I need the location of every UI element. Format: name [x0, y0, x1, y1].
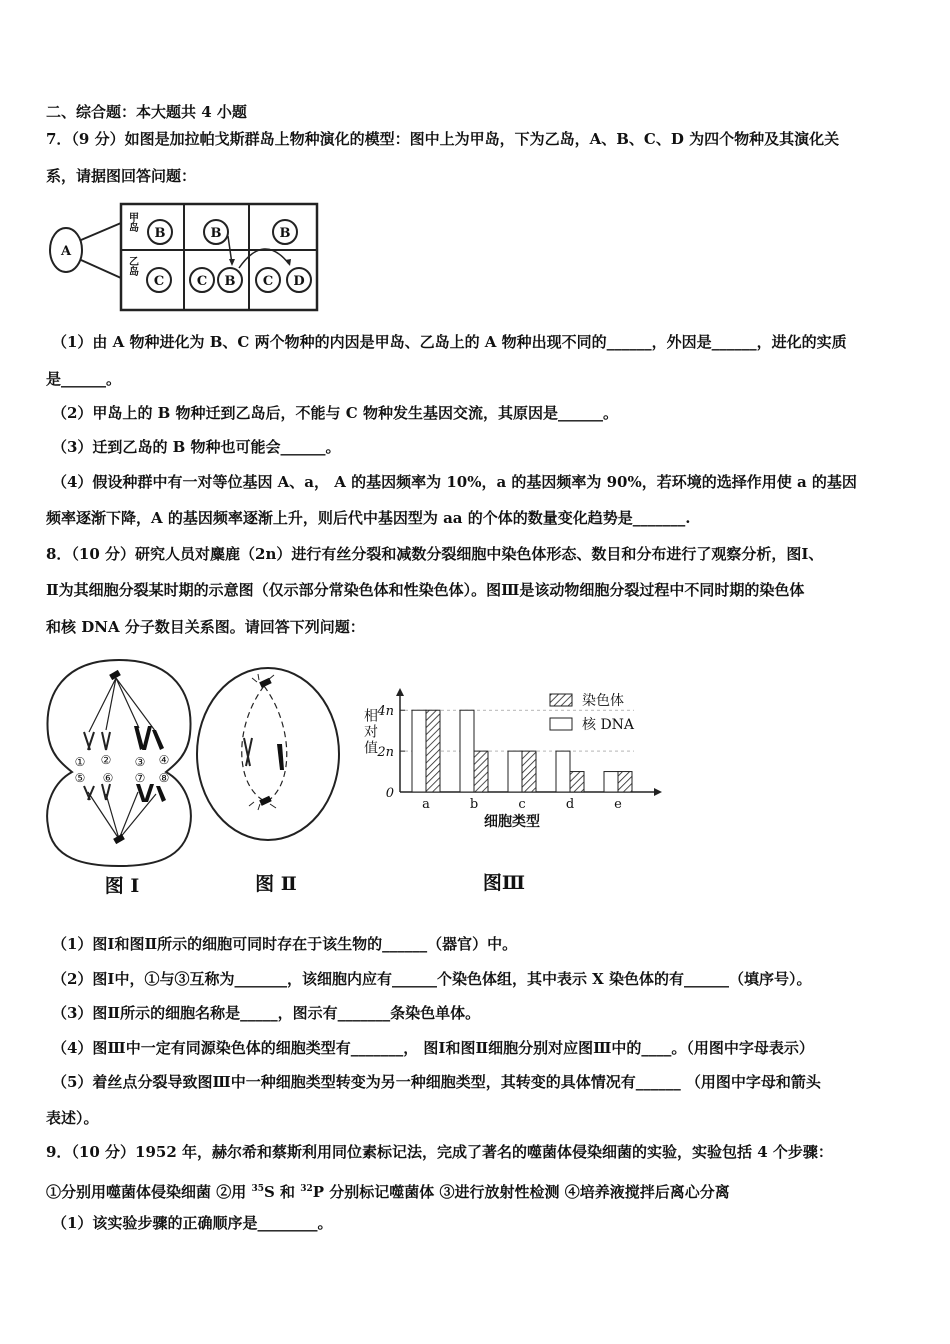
figure-3-bar-chart	[354, 686, 664, 899]
q8-sub3: （3）图Ⅱ所示的细胞名称是_____，图示有_______条染色单体。	[52, 1004, 481, 1022]
top-island-label: 甲岛	[126, 212, 138, 232]
y-tick-label: 0	[385, 786, 394, 801]
x-tick-label: c	[518, 797, 526, 812]
bar-dna	[604, 772, 618, 792]
y-axis-arrow	[396, 688, 404, 696]
q7-sub1-line1: （1）由 A 物种进化为 B、C 两个物种的内因是甲岛、乙岛上的 A 物种出现不同的______，外因是______，进化的实质	[52, 333, 847, 351]
q8-sub1: （1）图Ⅰ和图Ⅱ所示的细胞可同时存在于该生物的______（器官）中。	[52, 935, 518, 953]
q7-sub3: （3）迁到乙岛的 B 物种也可能会______。	[52, 438, 341, 456]
q8-stem-line1: 8．（10 分）研究人员对麋鹿（2n）进行有丝分裂和减数分裂细胞中染色体形态、数目和分布进行了观察分析，图Ⅰ、	[46, 545, 824, 563]
x-tick-label: d	[565, 797, 575, 812]
chromosome	[102, 784, 110, 800]
spindle-fiber	[89, 678, 156, 732]
chromosome-dark	[277, 744, 284, 770]
q9-steps-part-c: P 分别标记噬菌体 ③进行放射性检测 ④培养液搅拌后离心分离	[312, 1183, 730, 1201]
bar-dna	[508, 751, 522, 792]
legend-swatch-chromosome	[550, 694, 572, 706]
q8-sub2: （2）图Ⅰ中，①与③互称为_______，该细胞内应有______个染色体组，其中表示 X 染色体的有______（填序号）。	[52, 970, 812, 988]
chromosome-number: ⑥	[102, 771, 114, 785]
x-axis-label: 细胞类型	[484, 814, 540, 830]
bottom-cell-species: C	[153, 274, 165, 289]
q7-sub2: （2）甲岛上的 B 物种迁到乙岛后，不能与 C 物种发生基因交流，其原因是______。	[52, 404, 618, 422]
bar-chromosome	[570, 772, 584, 792]
q7-stem-line1: 7．（9 分）如图是加拉帕戈斯群岛上物种演化的模型：图中上为甲岛，下为乙岛，A、B、C、D 为四个物种及其演化关	[46, 130, 840, 148]
chromosome-number: ⑦	[134, 771, 146, 785]
chromosome-dark	[152, 730, 164, 750]
bottom-cell-species: C	[262, 274, 274, 289]
y-tick-label: 4n	[377, 704, 394, 720]
bar-chromosome	[522, 751, 536, 792]
figure-2-caption: 图 Ⅱ	[255, 873, 297, 895]
y-tick-label: 2n	[377, 745, 394, 761]
isotope-32: 32	[300, 1184, 313, 1194]
centrosome	[109, 670, 121, 680]
bottom-island-label: 乙岛	[126, 256, 138, 276]
bottom-cell-species: B	[224, 274, 236, 289]
bar-chromosome	[618, 772, 632, 792]
q9-steps	[46, 1179, 730, 1202]
chart-legend	[550, 692, 635, 733]
migration-arrow-2	[239, 249, 289, 268]
figure-3-caption: 图Ⅲ	[482, 872, 526, 894]
chromosome-number: ④	[158, 753, 170, 767]
q9-steps-part-a: ①分别用噬菌体侵染细菌 ②用	[46, 1183, 252, 1201]
chromosome	[244, 738, 252, 766]
x-tick-label: b	[469, 797, 479, 812]
chromosome-number: ⑤	[74, 771, 86, 785]
legend-label-chromosome: 染色体	[582, 693, 624, 709]
bar-chromosome	[426, 710, 440, 792]
y-axis-label: 相对值	[362, 708, 378, 756]
chromosome	[84, 732, 94, 750]
bar-dna	[460, 710, 474, 792]
chromosome-number: ⑧	[158, 771, 170, 785]
bar-dna	[412, 710, 426, 792]
q9-sub1: （1）该实验步骤的正确顺序是________。	[52, 1214, 333, 1232]
branch-line-bottom	[81, 260, 121, 278]
bar-chromosome	[474, 751, 488, 792]
top-cell-species: B	[279, 226, 291, 241]
q9-steps-part-b: S 和	[263, 1183, 301, 1201]
bottom-cell-species: D	[293, 274, 305, 289]
chromosome-number: ①	[74, 755, 86, 769]
section-title: 二、综合题：本大题共 4 小题	[46, 103, 247, 121]
chromosome	[102, 732, 110, 750]
q7-sub1-line2: 是______。	[46, 370, 122, 388]
q8-stem-line3: 和核 DNA 分子数目关系图。请回答下列问题：	[46, 618, 365, 636]
q7-stem-line2: 系，请据图回答问题：	[46, 167, 197, 185]
branch-line-top	[81, 223, 121, 240]
top-cell-species: B	[210, 226, 222, 241]
q8-sub5-line2: 表述）。	[46, 1109, 99, 1127]
top-cell-species: B	[154, 226, 166, 241]
legend-swatch-dna	[550, 718, 572, 730]
cell-membrane	[197, 668, 339, 840]
species-a-label: A	[60, 244, 72, 259]
bottom-cell-species: C	[196, 274, 208, 289]
q7-sub4-line1: （4）假设种群中有一对等位基因 A、a， A 的基因频率为 10%，a 的基因频率为 90%，若环境的选择作用使 a 的基因	[52, 473, 857, 491]
legend-label-dna: 核 DNA	[582, 717, 635, 733]
q7-species-diagram	[46, 198, 326, 316]
chromosome-number: ③	[134, 755, 146, 769]
chromosome-dark	[156, 786, 166, 802]
centrosome	[113, 834, 125, 844]
q9-stem: 9．（10 分）1952 年，赫尔希和蔡斯利用同位素标记法，完成了著名的噬菌体侵染细菌的实验，实验包括 4 个步骤：	[46, 1143, 833, 1161]
figure-1-dividing-cell	[44, 654, 194, 899]
figure-1-caption: 图 Ⅰ	[104, 875, 140, 897]
centrosome	[259, 678, 272, 688]
chromosome-dark	[134, 726, 152, 750]
q8-stem-line2: Ⅱ为其细胞分裂某时期的示意图（仅示部分常染色体和性染色体）。图Ⅲ是该动物细胞分裂过程中不同时期的染色体	[46, 581, 805, 599]
isotope-35: 35	[251, 1184, 264, 1194]
figure-2-cell	[194, 666, 344, 899]
q7-sub4-line2: 频率逐渐下降，A 的基因频率逐渐上升，则后代中基因型为 aa 的个体的数量变化趋势是_______.	[46, 509, 691, 527]
bar-dna	[556, 751, 570, 792]
x-tick-label: e	[614, 797, 622, 812]
q8-sub5-line1: （5）着丝点分裂导致图Ⅲ中一种细胞类型转变为另一种细胞类型，其转变的具体情况有______ （用图中字母和箭头	[52, 1073, 821, 1091]
chromosome-number: ②	[100, 753, 112, 767]
q8-sub4: （4）图Ⅲ中一定有同源染色体的细胞类型有_______， 图Ⅰ和图Ⅱ细胞分别对应图Ⅲ中的____。（用图中字母表示）	[52, 1039, 814, 1057]
x-axis-arrow	[654, 788, 662, 796]
x-tick-label: a	[422, 797, 430, 812]
